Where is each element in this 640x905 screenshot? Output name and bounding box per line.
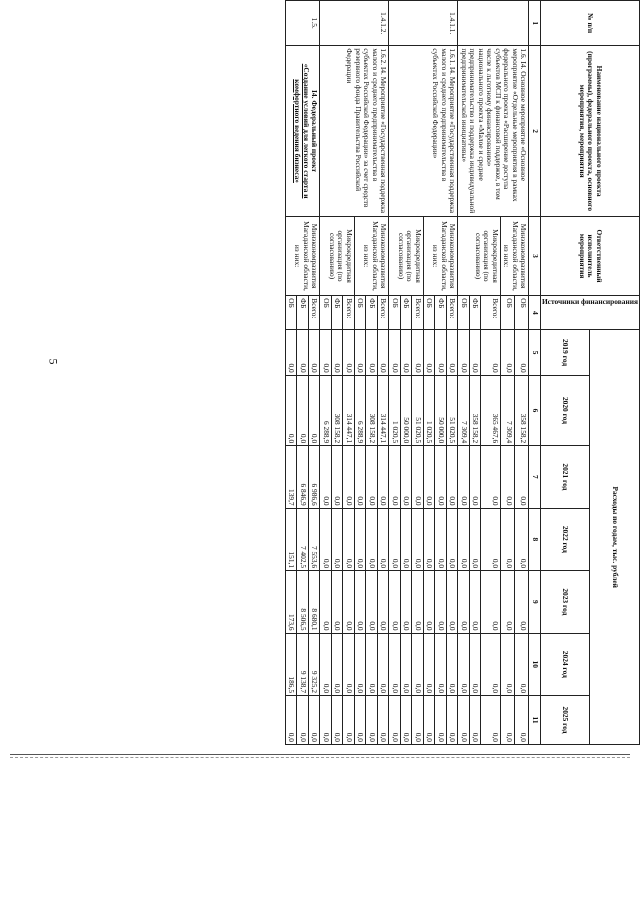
column-number: 7	[529, 446, 541, 508]
amount-cell: 0,0	[446, 446, 458, 508]
amount-cell: 0,0	[446, 508, 458, 570]
amount-cell: 50 000,0	[400, 375, 412, 445]
amount-cell: 0,0	[435, 696, 447, 745]
amount-cell: 365 467,6	[481, 375, 501, 445]
funding-source: Всего:	[308, 296, 320, 330]
measure-name-text: 1.6.2. I4. Мероприятие «Государственная поддержка малого и среднего предпринимательства в субъектах Российской Федерации» за счет средств резервного фонда Правительства Российской Федерации	[345, 48, 389, 214]
year-header: 2023 год	[540, 571, 590, 633]
amount-cell: 0,0	[320, 508, 332, 570]
amount-cell: 358 158,2	[469, 375, 481, 445]
amount-cell: 0,0	[366, 330, 378, 375]
amount-cell: 0,0	[366, 696, 378, 745]
amount-cell: 0,0	[343, 330, 355, 375]
funding-source: ОБ	[389, 296, 401, 330]
amount-cell: 0,0	[412, 446, 424, 508]
amount-cell: 0,0	[500, 508, 514, 570]
year-header: 2019 год	[540, 330, 590, 375]
year-header: 2020 год	[540, 375, 590, 445]
col-no-header: № п/п	[540, 1, 639, 46]
column-number: 10	[529, 633, 541, 695]
amount-cell: 0,0	[446, 330, 458, 375]
funding-source: Всего:	[343, 296, 355, 330]
amount-cell: 0,0	[354, 633, 366, 695]
amount-cell: 0,0	[366, 446, 378, 508]
amount-cell: 0,0	[331, 696, 343, 745]
amount-cell: 0,0	[458, 633, 470, 695]
col-name-header: Наименование национального проекта (программы), федерального проекта, основного мероприятия, мероприятия	[540, 46, 639, 216]
funding-source: ОБ	[423, 296, 435, 330]
amount-cell: 0,0	[469, 508, 481, 570]
funding-source: ФБ	[331, 296, 343, 330]
amount-cell: 0,0	[458, 696, 470, 745]
amount-cell: 0,0	[412, 330, 424, 375]
amount-cell: 0,0	[515, 446, 529, 508]
amount-cell: 8 680,1	[308, 571, 320, 633]
executor: Минэкономразвития Магаданской области, из них:	[354, 216, 389, 296]
column-number: 4	[529, 296, 541, 330]
column-number: 11	[529, 696, 541, 745]
measure-name	[285, 46, 320, 216]
amount-cell: 0,0	[354, 508, 366, 570]
amount-cell: 0,0	[400, 446, 412, 508]
amount-cell: 0,0	[377, 696, 389, 745]
column-number: 3	[529, 216, 541, 296]
amount-cell: 0,0	[400, 330, 412, 375]
amount-cell: 0,0	[377, 446, 389, 508]
amount-cell: 0,0	[515, 696, 529, 745]
amount-cell: 0,0	[423, 330, 435, 375]
amount-cell: 0,0	[458, 446, 470, 508]
amount-cell: 6 846,9	[297, 446, 309, 508]
amount-cell: 0,0	[400, 571, 412, 633]
amount-cell: 0,0	[366, 571, 378, 633]
amount-cell: 0,0	[446, 696, 458, 745]
measure-name-subtitle: «Создание условий для легкого старта и комфортного ведения бизнеса»	[293, 63, 311, 199]
amount-cell: 0,0	[320, 571, 332, 633]
amount-cell: 0,0	[423, 696, 435, 745]
amount-cell: 0,0	[423, 508, 435, 570]
amount-cell: 0,0	[500, 633, 514, 695]
amount-cell: 0,0	[354, 446, 366, 508]
amount-cell: 0,0	[500, 571, 514, 633]
amount-cell: 173,6	[285, 571, 297, 633]
table-row	[515, 1, 529, 745]
year-header: 2021 год	[540, 446, 590, 508]
amount-cell: 0,0	[331, 633, 343, 695]
amount-cell: 0,0	[400, 696, 412, 745]
amount-cell: 0,0	[389, 330, 401, 375]
funding-source: ФБ	[366, 296, 378, 330]
column-number: 2	[529, 46, 541, 216]
amount-cell: 0,0	[481, 446, 501, 508]
amount-cell: 7 309,4	[458, 375, 470, 445]
amount-cell: 0,0	[354, 696, 366, 745]
funding-source: ОБ	[320, 296, 332, 330]
amount-cell: 0,0	[469, 633, 481, 695]
amount-cell: 0,0	[435, 330, 447, 375]
amount-cell: 0,0	[469, 696, 481, 745]
amount-cell: 0,0	[308, 330, 320, 375]
amount-cell: 0,0	[320, 446, 332, 508]
amount-cell: 0,0	[297, 375, 309, 445]
column-number: 8	[529, 508, 541, 570]
amount-cell: 0,0	[400, 633, 412, 695]
amount-cell: 0,0	[297, 330, 309, 375]
amount-cell: 50 000,0	[435, 375, 447, 445]
amount-cell: 0,0	[377, 633, 389, 695]
amount-cell: 0,0	[343, 633, 355, 695]
amount-cell: 0,0	[400, 508, 412, 570]
table-row	[377, 1, 389, 745]
amount-cell: 0,0	[515, 633, 529, 695]
amount-cell: 51 020,5	[446, 375, 458, 445]
amount-cell: 0,0	[435, 633, 447, 695]
amount-cell: 9 138,7	[297, 633, 309, 695]
executor: Микрокредитная организация (по согласованию)	[458, 216, 501, 296]
amount-cell: 0,0	[377, 508, 389, 570]
amount-cell: 0,0	[354, 571, 366, 633]
amount-cell: 0,0	[435, 446, 447, 508]
amount-cell: 0,0	[389, 696, 401, 745]
measure-name-text: 1.6.1. I4. Мероприятие «Государственная поддержка малого и среднего предпринимательства в субъектах Российской Федерации»	[431, 48, 458, 214]
amount-cell: 6 288,9	[320, 375, 332, 445]
amount-cell: 0,0	[331, 330, 343, 375]
amount-cell: 0,0	[446, 571, 458, 633]
funding-source: Всего:	[481, 296, 501, 330]
funding-source: ОБ	[515, 296, 529, 330]
amount-cell: 0,0	[320, 330, 332, 375]
table-row	[446, 1, 458, 745]
executor: Микрокредитная организация (по согласованию)	[320, 216, 355, 296]
amount-cell: 0,0	[458, 571, 470, 633]
amount-cell: 0,0	[412, 633, 424, 695]
year-header: 2022 год	[540, 508, 590, 570]
row-number	[458, 1, 529, 46]
amount-cell: 0,0	[412, 696, 424, 745]
col-source-header	[540, 296, 639, 330]
executor: Минэкономразвития Магаданской области, из них:	[423, 216, 458, 296]
amount-cell: 314 447,1	[343, 375, 355, 445]
rotated-page	[70, 0, 640, 745]
executor: Микрокредитная организация (по согласованию)	[389, 216, 424, 296]
row-number: 1.4.1.1.	[389, 1, 458, 46]
amount-cell: 0,0	[412, 508, 424, 570]
table-row	[308, 1, 320, 745]
funding-source: ФБ	[400, 296, 412, 330]
column-number: 5	[529, 330, 541, 375]
amount-cell: 0,0	[435, 571, 447, 633]
amount-cell: 0,0	[481, 508, 501, 570]
page-bottom-rule	[10, 754, 630, 755]
amount-cell: 0,0	[458, 508, 470, 570]
amount-cell: 0,0	[469, 571, 481, 633]
executor: Минэкономразвития Магаданской области, из них:	[500, 216, 529, 296]
amount-cell: 0,0	[354, 330, 366, 375]
funding-source: ОБ	[458, 296, 470, 330]
amount-cell: 7 309,4	[500, 375, 514, 445]
amount-cell: 9 325,2	[308, 633, 320, 695]
col-costs-header: Расходы по годам, тыс. рублей	[590, 330, 640, 745]
amount-cell: 1 020,5	[389, 375, 401, 445]
amount-cell: 51 020,5	[412, 375, 424, 445]
measure-name	[389, 46, 458, 216]
amount-cell: 0,0	[389, 508, 401, 570]
amount-cell: 0,0	[331, 508, 343, 570]
row-number: 1.4.1.2.	[320, 1, 389, 46]
amount-cell: 0,0	[285, 696, 297, 745]
page-number: 5	[46, 358, 61, 365]
amount-cell: 6 288,9	[354, 375, 366, 445]
funding-source: ФБ	[297, 296, 309, 330]
amount-cell: 0,0	[320, 633, 332, 695]
amount-cell: 7 553,6	[308, 508, 320, 570]
amount-cell: 0,0	[285, 375, 297, 445]
amount-cell: 186,5	[285, 633, 297, 695]
amount-cell: 6 986,6	[308, 446, 320, 508]
amount-cell: 0,0	[469, 446, 481, 508]
amount-cell: 0,0	[481, 633, 501, 695]
executor: Минэкономразвития Магаданской области, из них:	[285, 216, 320, 296]
amount-cell: 0,0	[500, 330, 514, 375]
amount-cell: 0,0	[389, 446, 401, 508]
funding-source: ОБ	[285, 296, 297, 330]
amount-cell: 8 506,5	[297, 571, 309, 633]
amount-cell: 0,0	[481, 696, 501, 745]
funding-source: ОБ	[354, 296, 366, 330]
measure-name-text: 1.6. I4. Основное мероприятие «Основное мероприятие «Отдельные мероприятия в рамках федерального проекта «Расширение доступа субъектов МСП к финансовой поддержке, в том числе к льготному финансированию» национального проекта «Малое и среднее предпринимательство и поддержка индивидуальной предпринимательской инициативы»	[459, 48, 529, 214]
amount-cell: 0,0	[308, 696, 320, 745]
col-exec-header: Ответственный исполнитель мероприятия	[540, 216, 639, 296]
amount-cell: 308 158,2	[331, 375, 343, 445]
amount-cell: 314 447,1	[377, 375, 389, 445]
amount-cell: 0,0	[320, 696, 332, 745]
amount-cell: 358 158,2	[515, 375, 529, 445]
measure-name-text: I4. Федеральный проект	[310, 90, 320, 173]
amount-cell: 0,0	[285, 330, 297, 375]
funding-source: Всего:	[446, 296, 458, 330]
amount-cell: 7 402,5	[297, 508, 309, 570]
amount-cell: 0,0	[343, 446, 355, 508]
page-bottom-rule-dashed	[10, 757, 630, 758]
amount-cell: 0,0	[331, 571, 343, 633]
column-number: 6	[529, 375, 541, 445]
amount-cell: 0,0	[423, 633, 435, 695]
amount-cell: 0,0	[389, 571, 401, 633]
funding-source: ОБ	[500, 296, 514, 330]
year-header: 2025 год	[540, 696, 590, 745]
amount-cell: 0,0	[377, 571, 389, 633]
amount-cell: 0,0	[331, 446, 343, 508]
amount-cell: 308 158,2	[366, 375, 378, 445]
amount-cell: 0,0	[377, 330, 389, 375]
funding-source: Всего:	[377, 296, 389, 330]
amount-cell: 0,0	[469, 330, 481, 375]
amount-cell: 0,0	[515, 330, 529, 375]
amount-cell: 0,0	[423, 446, 435, 508]
row-number: 1.5.	[285, 1, 320, 46]
amount-cell: 0,0	[435, 508, 447, 570]
amount-cell: 0,0	[458, 330, 470, 375]
amount-cell: 0,0	[500, 696, 514, 745]
amount-cell: 0,0	[343, 696, 355, 745]
year-header: 2024 год	[540, 633, 590, 695]
amount-cell: 151,1	[285, 508, 297, 570]
amount-cell: 0,0	[515, 508, 529, 570]
amount-cell: 0,0	[515, 571, 529, 633]
amount-cell: 0,0	[423, 571, 435, 633]
col-source-label: Источники финансирования	[541, 297, 638, 307]
funding-source: ФБ	[435, 296, 447, 330]
amount-cell: 0,0	[366, 508, 378, 570]
column-number: 1	[529, 1, 541, 46]
amount-cell: 0,0	[389, 633, 401, 695]
amount-cell: 1 020,5	[423, 375, 435, 445]
table-body	[285, 1, 529, 745]
amount-cell: 0,0	[343, 508, 355, 570]
header-row-numbers	[529, 1, 541, 745]
column-number: 9	[529, 571, 541, 633]
amount-cell: 0,0	[500, 446, 514, 508]
measure-name	[320, 46, 389, 216]
funding-source: ФБ	[469, 296, 481, 330]
amount-cell: 0,0	[446, 633, 458, 695]
amount-cell: 0,0	[481, 571, 501, 633]
amount-cell: 139,7	[285, 446, 297, 508]
expenses-table	[285, 0, 640, 745]
amount-cell: 0,0	[412, 571, 424, 633]
amount-cell: 0,0	[366, 633, 378, 695]
amount-cell: 0,0	[297, 696, 309, 745]
amount-cell: 0,0	[308, 375, 320, 445]
amount-cell: 0,0	[343, 571, 355, 633]
amount-cell: 0,0	[481, 330, 501, 375]
measure-name	[458, 46, 529, 216]
funding-source: Всего:	[412, 296, 424, 330]
header-row-1	[590, 1, 640, 745]
